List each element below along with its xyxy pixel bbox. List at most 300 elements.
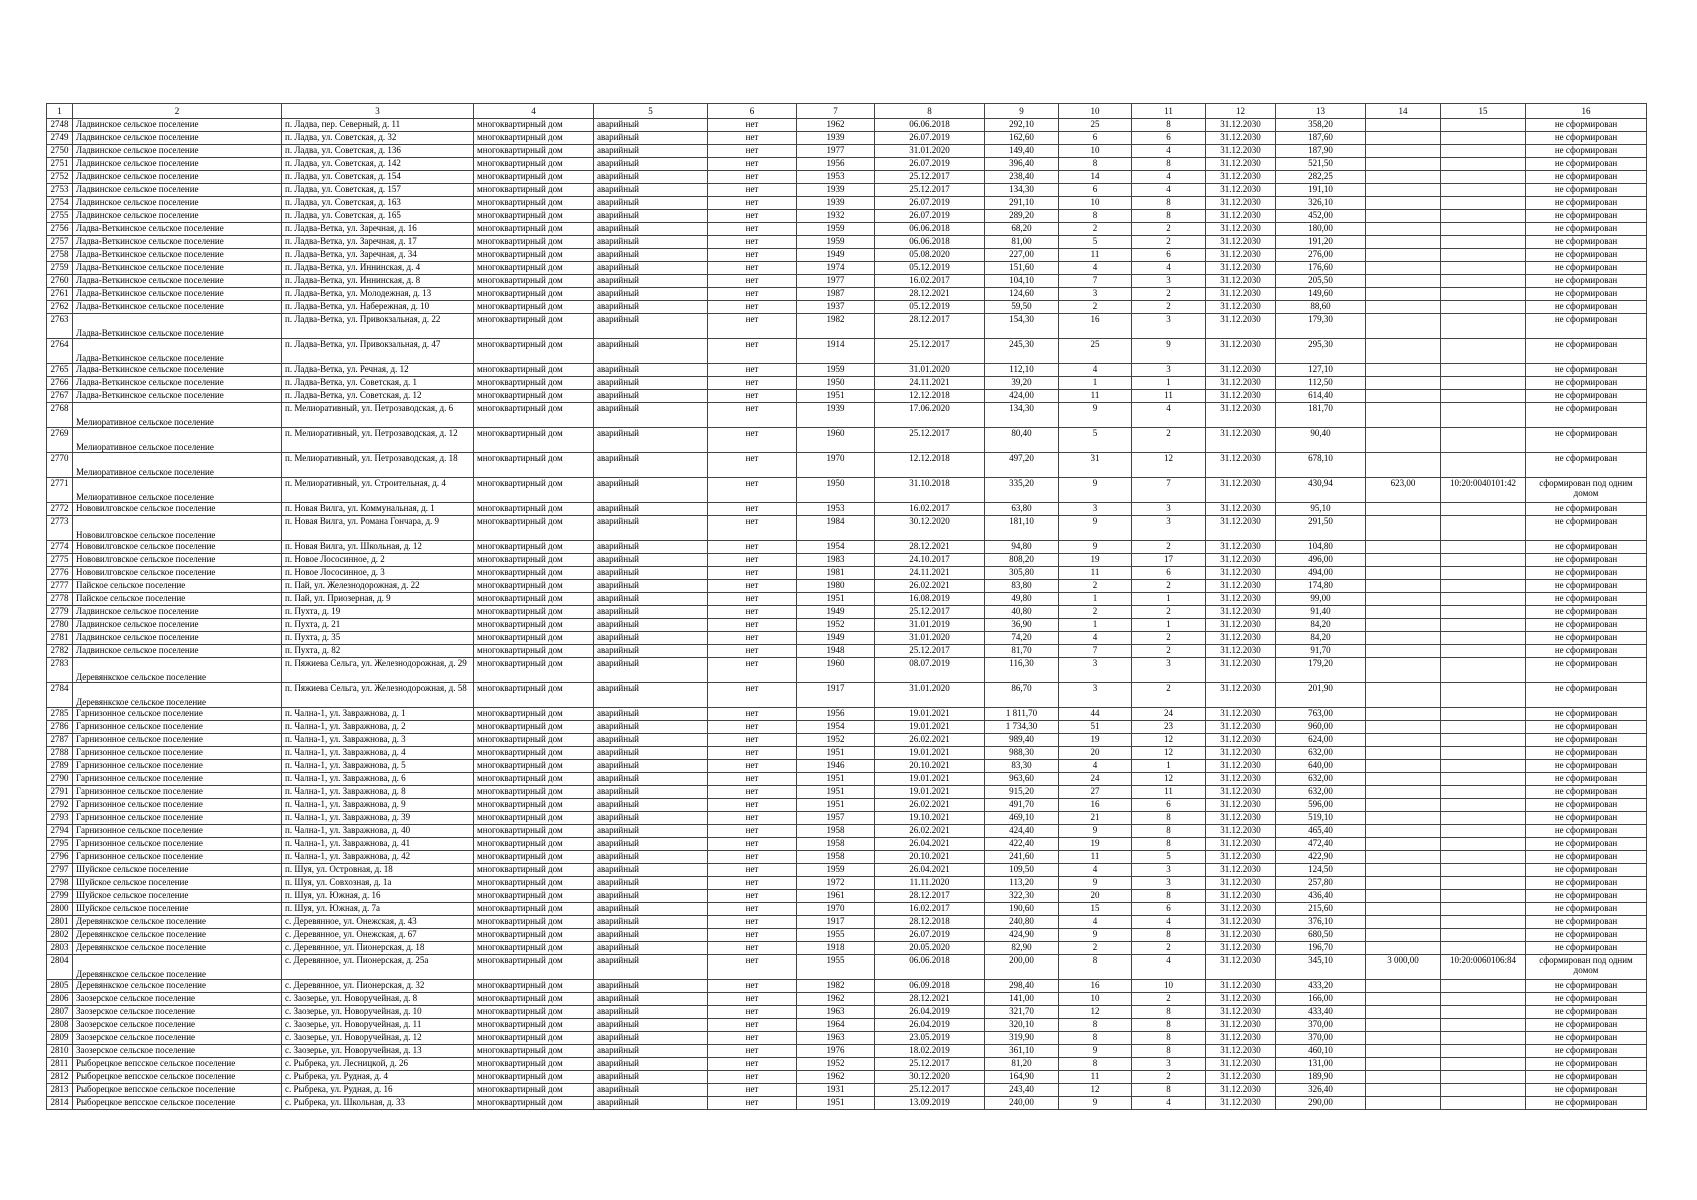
cell-residents: 9 <box>1059 541 1132 554</box>
housing-register-table <box>46 103 1647 1110</box>
cell-building-type: многоквартирный дом <box>474 929 594 942</box>
cell-planned-date: 31.12.2030 <box>1206 541 1276 554</box>
cell-residents: 3 <box>1059 503 1132 516</box>
cell-settlement: Гарнизонное сельское поселение <box>73 747 282 760</box>
cell-land-area <box>1366 171 1441 184</box>
cell-building-type: многоквартирный дом <box>474 158 594 171</box>
cell-land-area <box>1366 929 1441 942</box>
cell-cadastral-number <box>1441 503 1526 516</box>
cell-residents: 10 <box>1059 993 1132 1006</box>
cell-condition: аварийный <box>594 708 708 721</box>
cell-area: 963,60 <box>985 773 1059 786</box>
cell-premises: 10 <box>1132 980 1206 993</box>
cell-settlement: Рыборецкое вепсское сельское поселение <box>73 1097 282 1110</box>
table-row <box>47 249 1647 262</box>
table-row <box>47 658 1647 683</box>
cell-relocation-area: 376,10 <box>1276 916 1366 929</box>
cell-settlement: Рыборецкое вепсское сельское поселение <box>73 1071 282 1084</box>
cell-land-area <box>1366 773 1441 786</box>
cell-area: 81,00 <box>985 236 1059 249</box>
cell-land-status: не сформирован <box>1526 132 1647 145</box>
cell-settlement: Ладва-Веткинское сельское поселение <box>73 288 282 301</box>
cell-row-number: 2761 <box>47 288 73 301</box>
cell-row-number: 2777 <box>47 580 73 593</box>
cell-land-status: не сформирован <box>1526 606 1647 619</box>
cell-premises: 3 <box>1132 1058 1206 1071</box>
cell-planned-date: 31.12.2030 <box>1206 929 1276 942</box>
cell-land-status: не сформирован <box>1526 812 1647 825</box>
cell-address: п. Пай, ул. Приозерная, д. 9 <box>282 593 474 606</box>
cell-building-type: многоквартирный дом <box>474 993 594 1006</box>
cell-row-number: 2811 <box>47 1058 73 1071</box>
table-row <box>47 645 1647 658</box>
cell-condition: аварийный <box>594 453 708 478</box>
cell-relocation-area: 99,00 <box>1276 593 1366 606</box>
cell-relocation-area: 291,50 <box>1276 516 1366 541</box>
cell-address: п. Ладва-Ветка, ул. Набережная, д. 10 <box>282 301 474 314</box>
cell-address: п. Ладва, пер. Северный, д. 11 <box>282 119 474 132</box>
cell-address: п. Мелиоративный, ул. Петрозаводская, д. 18 <box>282 453 474 478</box>
cell-relocation-area: 201,90 <box>1276 683 1366 708</box>
cell-land-area <box>1366 799 1441 812</box>
table-row <box>47 864 1647 877</box>
cell-year-built: 1956 <box>797 708 875 721</box>
cell-emergency-date: 25.12.2017 <box>875 428 985 453</box>
cell-area: 361,10 <box>985 1045 1059 1058</box>
cell-condition: аварийный <box>594 955 708 980</box>
cell-building-type: многоквартирный дом <box>474 275 594 288</box>
table-row <box>47 1097 1647 1110</box>
cell-area: 113,20 <box>985 877 1059 890</box>
cell-relocation-flag: нет <box>708 708 797 721</box>
cell-residents: 8 <box>1059 1032 1132 1045</box>
cell-year-built: 1932 <box>797 210 875 223</box>
cell-condition: аварийный <box>594 314 708 339</box>
cell-land-area <box>1366 1058 1441 1071</box>
cell-row-number: 2769 <box>47 428 73 453</box>
cell-relocation-flag: нет <box>708 339 797 364</box>
cell-row-number: 2749 <box>47 132 73 145</box>
cell-area: 238,40 <box>985 171 1059 184</box>
cell-residents: 24 <box>1059 773 1132 786</box>
cell-planned-date: 31.12.2030 <box>1206 1019 1276 1032</box>
cell-emergency-date: 12.12.2018 <box>875 453 985 478</box>
cell-residents: 3 <box>1059 683 1132 708</box>
cell-planned-date: 31.12.2030 <box>1206 747 1276 760</box>
cell-land-area <box>1366 1071 1441 1084</box>
cell-land-area <box>1366 275 1441 288</box>
cell-planned-date: 31.12.2030 <box>1206 606 1276 619</box>
cell-cadastral-number <box>1441 184 1526 197</box>
cell-relocation-flag: нет <box>708 453 797 478</box>
cell-planned-date: 31.12.2030 <box>1206 1058 1276 1071</box>
cell-relocation-area: 131,00 <box>1276 1058 1366 1071</box>
cell-settlement: Рыборецкое вепсское сельское поселение <box>73 1058 282 1071</box>
cell-settlement: Мелиоративное сельское поселение <box>73 478 282 503</box>
cell-land-status: не сформирован <box>1526 1084 1647 1097</box>
cell-year-built: 1980 <box>797 580 875 593</box>
cell-relocation-flag: нет <box>708 223 797 236</box>
cell-planned-date: 31.12.2030 <box>1206 799 1276 812</box>
cell-cadastral-number <box>1441 171 1526 184</box>
cell-emergency-date: 28.12.2021 <box>875 541 985 554</box>
cell-cadastral-number <box>1441 541 1526 554</box>
cell-residents: 25 <box>1059 119 1132 132</box>
cell-row-number: 2813 <box>47 1084 73 1097</box>
cell-row-number: 2758 <box>47 249 73 262</box>
cell-row-number: 2799 <box>47 890 73 903</box>
cell-land-status: не сформирован <box>1526 683 1647 708</box>
cell-emergency-date: 24.11.2021 <box>875 377 985 390</box>
cell-land-area <box>1366 223 1441 236</box>
cell-planned-date: 31.12.2030 <box>1206 171 1276 184</box>
cell-row-number: 2764 <box>47 339 73 364</box>
cell-premises: 8 <box>1132 158 1206 171</box>
cell-land-area <box>1366 1084 1441 1097</box>
cell-land-area <box>1366 288 1441 301</box>
cell-row-number: 2784 <box>47 683 73 708</box>
cell-condition: аварийный <box>594 903 708 916</box>
cell-cadastral-number <box>1441 580 1526 593</box>
cell-settlement: Ладвинское сельское поселение <box>73 119 282 132</box>
table-row <box>47 993 1647 1006</box>
cell-residents: 6 <box>1059 184 1132 197</box>
cell-year-built: 1959 <box>797 223 875 236</box>
cell-address: п. Мелиоративный, ул. Строительная, д. 4 <box>282 478 474 503</box>
cell-residents: 44 <box>1059 708 1132 721</box>
cell-land-area <box>1366 210 1441 223</box>
cell-area: 989,40 <box>985 734 1059 747</box>
cell-settlement: Ладва-Веткинское сельское поселение <box>73 249 282 262</box>
cell-settlement: Ладвинское сельское поселение <box>73 158 282 171</box>
cell-relocation-area: 191,20 <box>1276 236 1366 249</box>
cell-cadastral-number <box>1441 838 1526 851</box>
cell-building-type: многоквартирный дом <box>474 1071 594 1084</box>
cell-premises: 3 <box>1132 658 1206 683</box>
cell-row-number: 2766 <box>47 377 73 390</box>
cell-row-number: 2790 <box>47 773 73 786</box>
table-row <box>47 799 1647 812</box>
cell-row-number: 2804 <box>47 955 73 980</box>
cell-year-built: 1950 <box>797 377 875 390</box>
cell-settlement: Ладва-Веткинское сельское поселение <box>73 377 282 390</box>
cell-land-status: не сформирован <box>1526 197 1647 210</box>
cell-condition: аварийный <box>594 339 708 364</box>
cell-building-type: многоквартирный дом <box>474 132 594 145</box>
cell-condition: аварийный <box>594 606 708 619</box>
cell-cadastral-number <box>1441 158 1526 171</box>
cell-premises: 8 <box>1132 838 1206 851</box>
cell-land-status: не сформирован <box>1526 288 1647 301</box>
cell-cadastral-number <box>1441 942 1526 955</box>
cell-planned-date: 31.12.2030 <box>1206 942 1276 955</box>
cell-land-area <box>1366 503 1441 516</box>
cell-premises: 3 <box>1132 503 1206 516</box>
cell-planned-date: 31.12.2030 <box>1206 1071 1276 1084</box>
cell-residents: 9 <box>1059 516 1132 541</box>
cell-building-type: многоквартирный дом <box>474 812 594 825</box>
table-row <box>47 516 1647 541</box>
cell-year-built: 1981 <box>797 567 875 580</box>
cell-settlement: Заозерское сельское поселение <box>73 1006 282 1019</box>
table-row <box>47 1032 1647 1045</box>
cell-year-built: 1948 <box>797 645 875 658</box>
cell-premises: 2 <box>1132 288 1206 301</box>
cell-relocation-flag: нет <box>708 916 797 929</box>
cell-building-type: многоквартирный дом <box>474 734 594 747</box>
cell-planned-date: 31.12.2030 <box>1206 838 1276 851</box>
cell-condition: аварийный <box>594 734 708 747</box>
cell-land-area <box>1366 314 1441 339</box>
cell-cadastral-number <box>1441 249 1526 262</box>
cell-condition: аварийный <box>594 593 708 606</box>
cell-area: 162,60 <box>985 132 1059 145</box>
cell-residents: 12 <box>1059 1084 1132 1097</box>
cell-land-status: не сформирован <box>1526 619 1647 632</box>
cell-relocation-area: 91,70 <box>1276 645 1366 658</box>
cell-planned-date: 31.12.2030 <box>1206 210 1276 223</box>
table-row <box>47 314 1647 339</box>
cell-relocation-area: 176,60 <box>1276 262 1366 275</box>
cell-condition: аварийный <box>594 683 708 708</box>
cell-building-type: многоквартирный дом <box>474 210 594 223</box>
cell-area: 1 734,30 <box>985 721 1059 734</box>
table-row <box>47 288 1647 301</box>
header-cell: 3 <box>282 104 474 119</box>
cell-row-number: 2788 <box>47 747 73 760</box>
cell-premises: 4 <box>1132 403 1206 428</box>
cell-relocation-flag: нет <box>708 993 797 1006</box>
cell-condition: аварийный <box>594 1058 708 1071</box>
cell-row-number: 2794 <box>47 825 73 838</box>
cell-condition: аварийный <box>594 851 708 864</box>
cell-condition: аварийный <box>594 567 708 580</box>
cell-planned-date: 31.12.2030 <box>1206 377 1276 390</box>
cell-planned-date: 31.12.2030 <box>1206 773 1276 786</box>
cell-land-area <box>1366 541 1441 554</box>
cell-land-status: не сформирован <box>1526 171 1647 184</box>
cell-row-number: 2800 <box>47 903 73 916</box>
cell-building-type: многоквартирный дом <box>474 955 594 980</box>
cell-row-number: 2796 <box>47 851 73 864</box>
cell-relocation-flag: нет <box>708 773 797 786</box>
cell-condition: аварийный <box>594 249 708 262</box>
cell-row-number: 2772 <box>47 503 73 516</box>
cell-relocation-area: 149,60 <box>1276 288 1366 301</box>
cell-land-status: не сформирован <box>1526 119 1647 132</box>
cell-emergency-date: 26.02.2021 <box>875 734 985 747</box>
cell-area: 68,20 <box>985 223 1059 236</box>
cell-area: 59,50 <box>985 301 1059 314</box>
cell-address: п. Чална-1, ул. Завражнова, д. 41 <box>282 838 474 851</box>
cell-land-area <box>1366 249 1441 262</box>
cell-address: п. Шуя, ул. Совхозная, д. 1а <box>282 877 474 890</box>
cell-premises: 12 <box>1132 734 1206 747</box>
cell-row-number: 2762 <box>47 301 73 314</box>
cell-premises: 8 <box>1132 197 1206 210</box>
cell-settlement: Заозерское сельское поселение <box>73 993 282 1006</box>
cell-relocation-area: 632,00 <box>1276 747 1366 760</box>
cell-settlement: Деревянкское сельское поселение <box>73 916 282 929</box>
cell-settlement: Деревянкское сельское поселение <box>73 683 282 708</box>
header-cell: 1 <box>47 104 73 119</box>
cell-relocation-area: 290,00 <box>1276 1097 1366 1110</box>
cell-year-built: 1960 <box>797 658 875 683</box>
cell-premises: 11 <box>1132 390 1206 403</box>
cell-area: 141,00 <box>985 993 1059 1006</box>
cell-residents: 11 <box>1059 249 1132 262</box>
cell-settlement: Рыборецкое вепсское сельское поселение <box>73 1084 282 1097</box>
cell-row-number: 2759 <box>47 262 73 275</box>
cell-land-status: не сформирован <box>1526 903 1647 916</box>
cell-planned-date: 31.12.2030 <box>1206 554 1276 567</box>
cell-condition: аварийный <box>594 158 708 171</box>
cell-premises: 2 <box>1132 993 1206 1006</box>
cell-relocation-area: 187,60 <box>1276 132 1366 145</box>
cell-year-built: 1951 <box>797 593 875 606</box>
cell-building-type: многоквартирный дом <box>474 1019 594 1032</box>
cell-relocation-area: 205,50 <box>1276 275 1366 288</box>
cell-emergency-date: 31.10.2018 <box>875 478 985 503</box>
cell-condition: аварийный <box>594 223 708 236</box>
cell-building-type: многоквартирный дом <box>474 632 594 645</box>
cell-relocation-flag: нет <box>708 158 797 171</box>
cell-area: 335,20 <box>985 478 1059 503</box>
cell-emergency-date: 06.09.2018 <box>875 980 985 993</box>
cell-area: 298,40 <box>985 980 1059 993</box>
cell-year-built: 1983 <box>797 554 875 567</box>
table-row <box>47 721 1647 734</box>
cell-area: 424,90 <box>985 929 1059 942</box>
cell-land-area <box>1366 593 1441 606</box>
cell-condition: аварийный <box>594 916 708 929</box>
cell-relocation-area: 326,10 <box>1276 197 1366 210</box>
cell-year-built: 1955 <box>797 955 875 980</box>
cell-condition: аварийный <box>594 658 708 683</box>
cell-building-type: многоквартирный дом <box>474 145 594 158</box>
cell-settlement: Шуйское сельское поселение <box>73 864 282 877</box>
cell-residents: 20 <box>1059 890 1132 903</box>
cell-year-built: 1953 <box>797 171 875 184</box>
cell-condition: аварийный <box>594 236 708 249</box>
cell-land-area <box>1366 993 1441 1006</box>
table-row <box>47 210 1647 223</box>
cell-residents: 4 <box>1059 864 1132 877</box>
cell-relocation-flag: нет <box>708 171 797 184</box>
cell-cadastral-number <box>1441 403 1526 428</box>
cell-relocation-flag: нет <box>708 619 797 632</box>
cell-condition: аварийный <box>594 619 708 632</box>
cell-settlement: Мелиоративное сельское поселение <box>73 428 282 453</box>
cell-cadastral-number <box>1441 516 1526 541</box>
cell-building-type: многоквартирный дом <box>474 541 594 554</box>
cell-land-status: не сформирован <box>1526 658 1647 683</box>
cell-condition: аварийный <box>594 786 708 799</box>
table-row <box>47 580 1647 593</box>
cell-address: п. Ладва-Ветка, ул. Советская, д. 1 <box>282 377 474 390</box>
cell-settlement: Ладва-Веткинское сельское поселение <box>73 364 282 377</box>
cell-premises: 1 <box>1132 760 1206 773</box>
cell-area: 227,00 <box>985 249 1059 262</box>
cell-cadastral-number <box>1441 890 1526 903</box>
cell-relocation-area: 345,10 <box>1276 955 1366 980</box>
table-row <box>47 980 1647 993</box>
table-row <box>47 632 1647 645</box>
cell-emergency-date: 24.11.2021 <box>875 567 985 580</box>
cell-relocation-flag: нет <box>708 838 797 851</box>
cell-area: 289,20 <box>985 210 1059 223</box>
cell-relocation-flag: нет <box>708 314 797 339</box>
cell-row-number: 2779 <box>47 606 73 619</box>
cell-relocation-area: 84,20 <box>1276 632 1366 645</box>
cell-building-type: многоквартирный дом <box>474 1097 594 1110</box>
cell-settlement: Ладва-Веткинское сельское поселение <box>73 301 282 314</box>
cell-condition: аварийный <box>594 1032 708 1045</box>
cell-land-status: не сформирован <box>1526 786 1647 799</box>
cell-residents: 25 <box>1059 339 1132 364</box>
cell-emergency-date: 26.04.2019 <box>875 1019 985 1032</box>
cell-address: п. Новая Вилга, ул. Коммунальная, д. 1 <box>282 503 474 516</box>
cell-settlement: Ладвинское сельское поселение <box>73 619 282 632</box>
cell-year-built: 1963 <box>797 1032 875 1045</box>
cell-emergency-date: 18.02.2019 <box>875 1045 985 1058</box>
cell-premises: 4 <box>1132 262 1206 275</box>
cell-emergency-date: 20.10.2021 <box>875 851 985 864</box>
cell-cadastral-number <box>1441 760 1526 773</box>
cell-cadastral-number <box>1441 236 1526 249</box>
cell-relocation-flag: нет <box>708 980 797 993</box>
cell-year-built: 1954 <box>797 541 875 554</box>
cell-emergency-date: 28.12.2017 <box>875 890 985 903</box>
cell-premises: 2 <box>1132 1071 1206 1084</box>
header-cell: 13 <box>1276 104 1366 119</box>
cell-land-area <box>1366 606 1441 619</box>
cell-premises: 1 <box>1132 593 1206 606</box>
cell-row-number: 2785 <box>47 708 73 721</box>
cell-cadastral-number <box>1441 812 1526 825</box>
cell-building-type: многоквартирный дом <box>474 593 594 606</box>
cell-emergency-date: 26.04.2021 <box>875 864 985 877</box>
cell-cadastral-number: 10:20:0060106:84 <box>1441 955 1526 980</box>
cell-building-type: многоквартирный дом <box>474 799 594 812</box>
cell-emergency-date: 16.02.2017 <box>875 903 985 916</box>
cell-relocation-area: 472,40 <box>1276 838 1366 851</box>
cell-building-type: многоквартирный дом <box>474 916 594 929</box>
cell-row-number: 2782 <box>47 645 73 658</box>
cell-row-number: 2809 <box>47 1032 73 1045</box>
cell-planned-date: 31.12.2030 <box>1206 301 1276 314</box>
cell-relocation-area: 166,00 <box>1276 993 1366 1006</box>
cell-residents: 4 <box>1059 632 1132 645</box>
cell-relocation-flag: нет <box>708 645 797 658</box>
cell-land-area <box>1366 1032 1441 1045</box>
cell-address: п. Пухта, д. 35 <box>282 632 474 645</box>
cell-cadastral-number <box>1441 210 1526 223</box>
cell-residents: 20 <box>1059 747 1132 760</box>
cell-emergency-date: 16.02.2017 <box>875 275 985 288</box>
cell-building-type: многоквартирный дом <box>474 453 594 478</box>
cell-planned-date: 31.12.2030 <box>1206 119 1276 132</box>
cell-relocation-flag: нет <box>708 1071 797 1084</box>
cell-land-area <box>1366 812 1441 825</box>
cell-planned-date: 31.12.2030 <box>1206 339 1276 364</box>
cell-planned-date: 31.12.2030 <box>1206 275 1276 288</box>
cell-land-status: не сформирован <box>1526 721 1647 734</box>
cell-relocation-area: 960,00 <box>1276 721 1366 734</box>
cell-relocation-flag: нет <box>708 721 797 734</box>
cell-area: 49,80 <box>985 593 1059 606</box>
cell-residents: 16 <box>1059 314 1132 339</box>
